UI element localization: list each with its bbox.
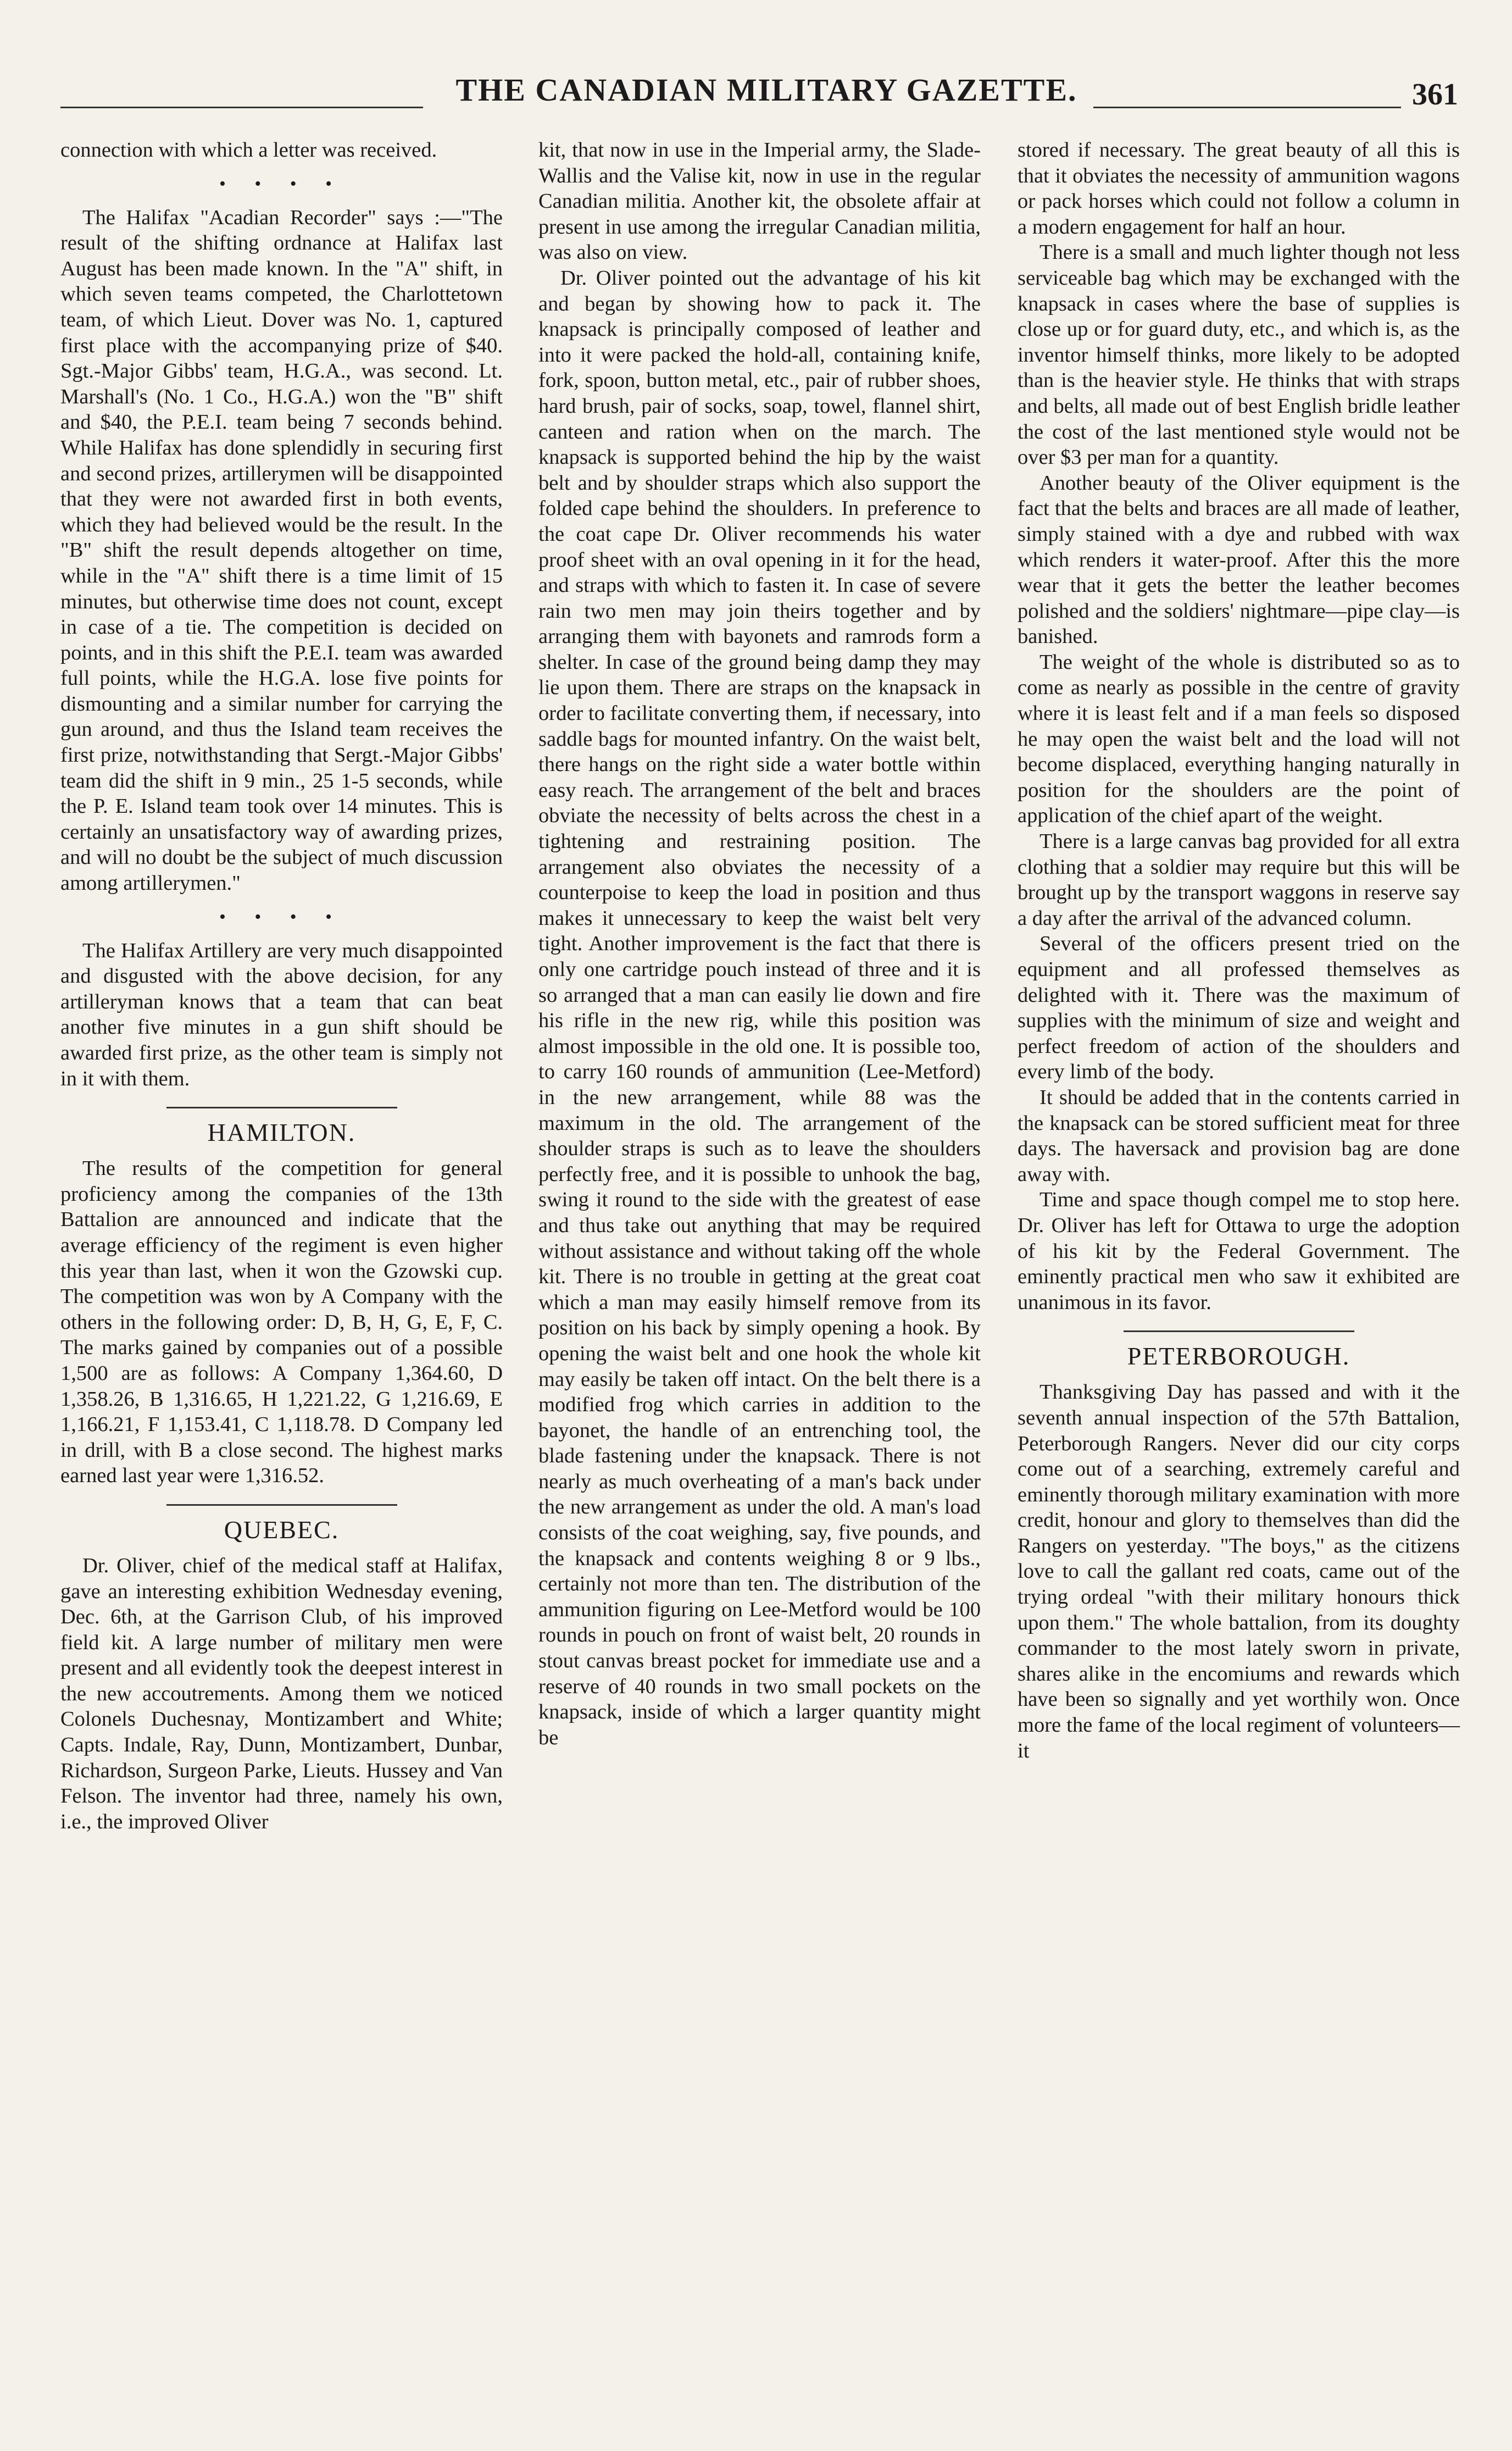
section-stars: • • • • bbox=[219, 173, 344, 194]
paragraph: The weight of the whole is distributed so as to come as nearly as possible in the centre of gravity where it is least felt and if a man feels so disposed he may open the waist belt and the load will not become displaced, everything hanging naturally in position for the shoulders are the point of application of the chief apart of the weight. bbox=[1018, 650, 1460, 828]
newspaper-title: THE CANADIAN MILITARY GAZETTE. bbox=[455, 72, 1077, 108]
paragraph: Several of the officers present tried on the equipment and all professed themselves as delighted with it. There was the maximum of supplies with the minimum of size and weight and perfect freedom of action of the shoulders and every limb of the body. bbox=[1018, 932, 1460, 1084]
masthead-rule-right bbox=[1093, 107, 1401, 108]
paragraph: Thanksgiving Day has passed and with it the seventh annual inspection of the 57th Battalion, Peterborough Rangers. Never did our city corps come out of a searching, extremely careful and eminently thorough military examination with more credit, honour and glory to themselves than did the Rangers on yesterday. "The boys," as the citizens love to call the gallant red coats, came out of the trying ordeal "with their military honours thick upon them." The whole battalion, from its doughty commander to the most lately sworn in private, shares alike in the encomiums and rewards which have been so signally and yet worthily won. Once more the fame of the local regiment of volunteers—it bbox=[1018, 1380, 1460, 1762]
masthead bbox=[55, 71, 1461, 121]
paragraph: The results of the competition for general proficiency among the companies of the 13th Battalion are announced and indicate that the average efficiency of the regiment is even higher this year than last, when it won the Gzowski cup. The competition was won by A Company with the others in the following order: D, B, H, G, E, F, C. The marks gained by companies out of a possible 1,500 are as follows: A Company 1,364.60, D 1,358.26, B 1,316.65, H 1,221.22, G 1,216.69, E 1,166.21, F 1,153.41, C 1,118.78. D Company led in drill, with B a close second. The highest marks earned last year were 1,316.52. bbox=[60, 1157, 503, 1488]
paragraph: Dr. Oliver pointed out the advantage of his kit and began by showing how to pack it. The knapsack is principally composed of leather and into it were packed the hold-all, containing knife, fork, spoon, button metal, etc., pair of rubber shoes, hard brush, pair of socks, soap, towel, flannel shirt, canteen and ration when on the march. The knapsack is supported behind the hip by the waist belt and by shoulder straps which also support the folded cape behind the shoulders. In preference to the coat cape Dr. Oliver recommends his water proof sheet with an oval opening in it for the head, and straps with which to fasten it. In case of severe rain two men may join theirs together and by arranging them with bayonets and ramrods form a shelter. In case of the ground being damp they may lie upon them. There are straps on the knapsack in order to facilitate converting them, if necessary, into saddle bags for mounted infantry. On the waist belt, there hangs on the right side a water bottle within easy reach. The arrangement of the belt and braces obviate the necessity of belts across the chest in a tightening and restraining position. The arrangement also obviates the necessity of a counterpoise to keep the load in position and thus makes it unnecessary to keep the waist belt very tight. Another improvement is the fact that there is only one cartridge pouch instead of three and it is so arranged that a man can easily lie down and fire his rifle in the new rig, while this position was almost impossible in the old one. It is possible too, to carry 160 rounds of ammunition (Lee-Metford) in the new arrangement, while 88 was the maximum in the old. The arrangement of the shoulder straps is such as to leave the shoulders perfectly free, and it is possible to unhook the bag, swing it round to the side with the greatest of ease and thus take out anything that may be required without assistance and without taking off the whole kit. There is no trouble in getting at the great coat which a man may easily himself remove from its position on his back by simply opening a hook. By opening the waist belt and one hook the whole kit may easily be taken off intact. On the belt there is a modified frog which carries in addition to the bayonet, the handle of an entrenching tool, the blade fastening under the knapsack. There is not nearly as much overheating of a man's back under the new arrangement as under the old. A man's load consists of the coat weighing, say, five pounds, and the knapsack and contents weighing 8 or 9 lbs., certainly not more than ten. The distribution of the ammunition figuring on Lee-Metford would be 100 rounds in pouch on front of waist belt, 20 rounds in stout canvas breast pocket for immediate use and a reserve of 40 rounds in two small pockets on the knapsack, inside of which a larger quantity might be bbox=[538, 266, 981, 1749]
page-number: 361 bbox=[1412, 77, 1458, 112]
paragraph: kit, that now in use in the Imperial army, the Slade-Wallis and the Valise kit, now in use in the regular Canadian militia. Another kit, the obsolete affair at present in use among the irregular Canadian militia, was also on view. bbox=[538, 138, 981, 264]
paragraph: Dr. Oliver, chief of the medical staff at Halifax, gave an interesting exhibition Wednesday evening, Dec. 6th, at the Garrison Club, of his improved field kit. A large number of military men were present and all evidently took the deepest interest in the new accoutrements. Among them we noticed Colonels Duchesnay, Montizambert and White; Capts. Indale, Ray, Dunn, Montizambert, Dunbar, Richardson, Surgeon Parke, Lieuts. Hussey and Van Felson. The inventor had three, namely his own, i.e., the improved Oliver bbox=[60, 1554, 503, 1833]
section-heading-hamilton: HAMILTON. bbox=[207, 1118, 356, 1147]
paragraph: The Halifax Artillery are very much disappointed and disgusted with the above decision, for any artilleryman knows that a team that can beat another five minutes in a gun shift should be awarded first prize, as the other team is simply not in it with them. bbox=[60, 939, 503, 1090]
column-2 bbox=[538, 137, 981, 1750]
column-3 bbox=[1018, 137, 1460, 1764]
section-divider bbox=[166, 1107, 397, 1108]
section-heading-peterborough: PETERBOROUGH. bbox=[1127, 1342, 1350, 1371]
section-divider bbox=[1124, 1330, 1354, 1332]
paragraph: There is a small and much lighter though not less serviceable bag which may be exchanged with the knapsack in cases where the base of supplies is close up or for guard duty, etc., and which is, as the inventor himself thinks, more likely to be adopted than is the heavier style. He thinks that with straps and belts, all made out of best English bridle leather the cost of the last mentioned style would not be over $3 per man for a quantity. bbox=[1018, 241, 1460, 469]
column-1 bbox=[60, 137, 503, 1834]
paragraph: connection with which a letter was received. bbox=[60, 138, 437, 162]
section-stars: • • • • bbox=[219, 906, 344, 927]
paragraph: It should be added that in the contents carried in the knapsack can be stored sufficient meat for three days. The haversack and provision bag are done away with. bbox=[1018, 1085, 1460, 1186]
paragraph: stored if necessary. The great beauty of all this is that it obviates the necessity of ammunition wagons or pack horses which could not follow a column in a modern engagement for half an hour. bbox=[1018, 138, 1460, 239]
paragraph: Time and space though compel me to stop here. Dr. Oliver has left for Ottawa to urge the adoption of his kit by the Federal Government. The eminently practical men who saw it exhibited are unanimous in its favor. bbox=[1018, 1188, 1460, 1314]
section-divider bbox=[166, 1504, 397, 1506]
paragraph: The Halifax "Acadian Recorder" says :—"The result of the shifting ordnance at Halifax last August has been made known. In the "A" shift, in which seven teams competed, the Charlottetown team, of which Lieut. Dover was No. 1, captured first place with the accompanying prize of $40. Sgt.-Major Gibbs' team, H.G.A., was second. Lt. Marshall's (No. 1 Co., H.G.A.) won the "B" shift and $40, the P.E.I. team being 7 seconds behind. While Halifax has done splendidly in securing first and second prizes, artillerymen will be disappointed that they were not awarded first in both events, which they had believed would be the result. In the "B" shift the result depends altogether on time, while in the "A" shift there is a time limit of 15 minutes, but otherwise time does not count, except in case of a tie. The competition is decided on points, and in this shift the P.E.I. team was awarded full points, while the H.G.A. lose five points for dismounting and a similar number for carrying the gun around, and thus the Island team receives the first prize, notwithstanding that Sergt.-Major Gibbs' team did the shift in 9 min., 25 1-5 seconds, while the P. E. Island team took over 14 minutes. This is certainly an unsatisfactory way of awarding prizes, and will no doubt be the subject of much discussion among artillerymen." bbox=[60, 206, 503, 895]
section-heading-quebec: QUEBEC. bbox=[224, 1515, 340, 1544]
paragraph: Another beauty of the Oliver equipment is the fact that the belts and braces are all made of leather, simply stained with a dye and rubbed with wax which renders it water-proof. After this the more wear that it gets the better the leather becomes polished and the soldiers' nightmare—pipe clay—is banished. bbox=[1018, 471, 1460, 648]
masthead-rule-left bbox=[60, 107, 423, 108]
paragraph: There is a large canvas bag provided for all extra clothing that a soldier may require but this will be brought up by the transport waggons in reserve say a day after the arrival of the advanced column. bbox=[1018, 830, 1460, 930]
